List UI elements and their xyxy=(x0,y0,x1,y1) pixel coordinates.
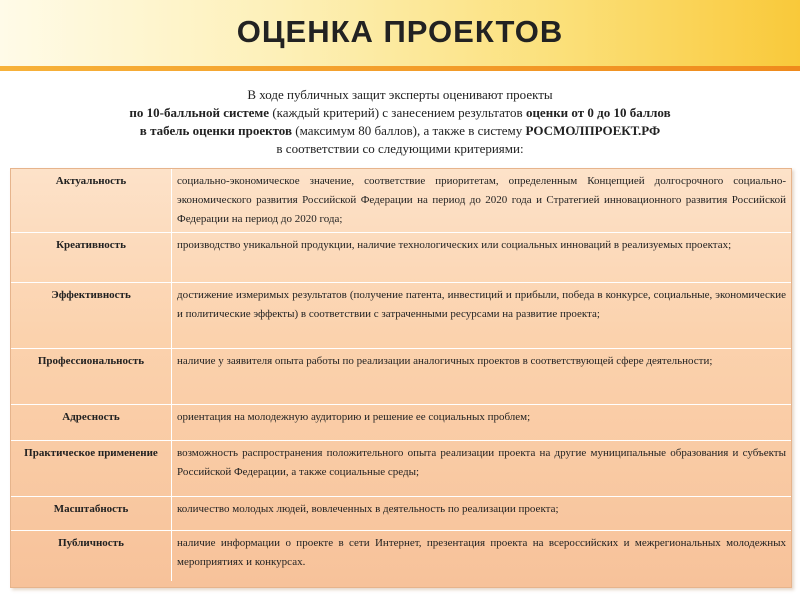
criterion-name: Актуальность xyxy=(11,169,172,233)
criterion-description: социально-экономическое значение, соответствие приоритетам, определенным Концепцией долгосрочного социально-экономического развития Российской Федерации на период до 2020 года и Стратегией инновационного развития Российской Федерации на период до 2020 года; xyxy=(172,169,792,233)
intro-line-3: в табель оценки проектов (максимум 80 баллов), а также в систему РОСМОЛПРОЕКТ.РФ xyxy=(139,123,661,138)
criterion-description: наличие информации о проекте в сети Интернет, презентация проекта на всероссийских и межрегиональных молодежных мероприятиях и конкурсах. xyxy=(177,537,786,568)
page-title: ОЦЕНКА ПРОЕКТОВ xyxy=(236,14,564,49)
table-row xyxy=(11,405,791,441)
criterion-name: Масштабность xyxy=(11,497,172,531)
criterion-name: Креативность xyxy=(11,233,172,283)
table-row xyxy=(11,283,791,349)
criterion-name: Эффективность xyxy=(11,283,172,349)
table-row xyxy=(11,169,791,233)
criterion-description: количество молодых людей, вовлеченных в деятельность по реализации проекта; xyxy=(172,497,792,531)
table-row xyxy=(11,531,791,581)
intro-text xyxy=(60,86,740,158)
criterion-name: Профессиональность xyxy=(11,349,172,405)
criterion-description: ориентация на молодежную аудиторию и решение ее социальных проблем; xyxy=(172,405,792,441)
criterion-description: производство уникальной продукции, наличие технологических или социальных инноваций в реализуемых проектах; xyxy=(172,233,792,283)
table-row xyxy=(11,233,791,283)
intro-line-4: в соответствии со следующими критериями: xyxy=(276,141,524,156)
table-row xyxy=(11,349,791,405)
intro-line-1: В ходе публичных защит эксперты оценивают проекты xyxy=(247,87,553,102)
criterion-name: Публичность xyxy=(11,531,172,581)
criterion-description: наличие у заявителя опыта работы по реализации аналогичных проектов в соответствующей сфере деятельности; xyxy=(172,349,792,405)
criterion-name: Практическое применение xyxy=(11,441,172,497)
table-row xyxy=(11,441,791,497)
criterion-description: достижение измеримых результатов (получение патента, инвестиций и прибыли, победа в конкурсе, социальные, экономические и политические эффекты) в соответствии с затраченными ресурсами на развитие проекта; xyxy=(172,283,792,349)
title-underline xyxy=(0,66,800,71)
criterion-name: Адресность xyxy=(11,405,172,441)
intro-line-2: по 10-балльной системе (каждый критерий) с занесением результатов оценки от 0 до 10 баллов xyxy=(129,105,671,120)
criteria-table xyxy=(10,168,792,588)
table-row xyxy=(11,497,791,531)
criterion-description: возможность распространения положительного опыта реализации проекта на другие муниципальные образования и субъекты Российской Федерации, а также социальные среды; xyxy=(172,441,792,497)
